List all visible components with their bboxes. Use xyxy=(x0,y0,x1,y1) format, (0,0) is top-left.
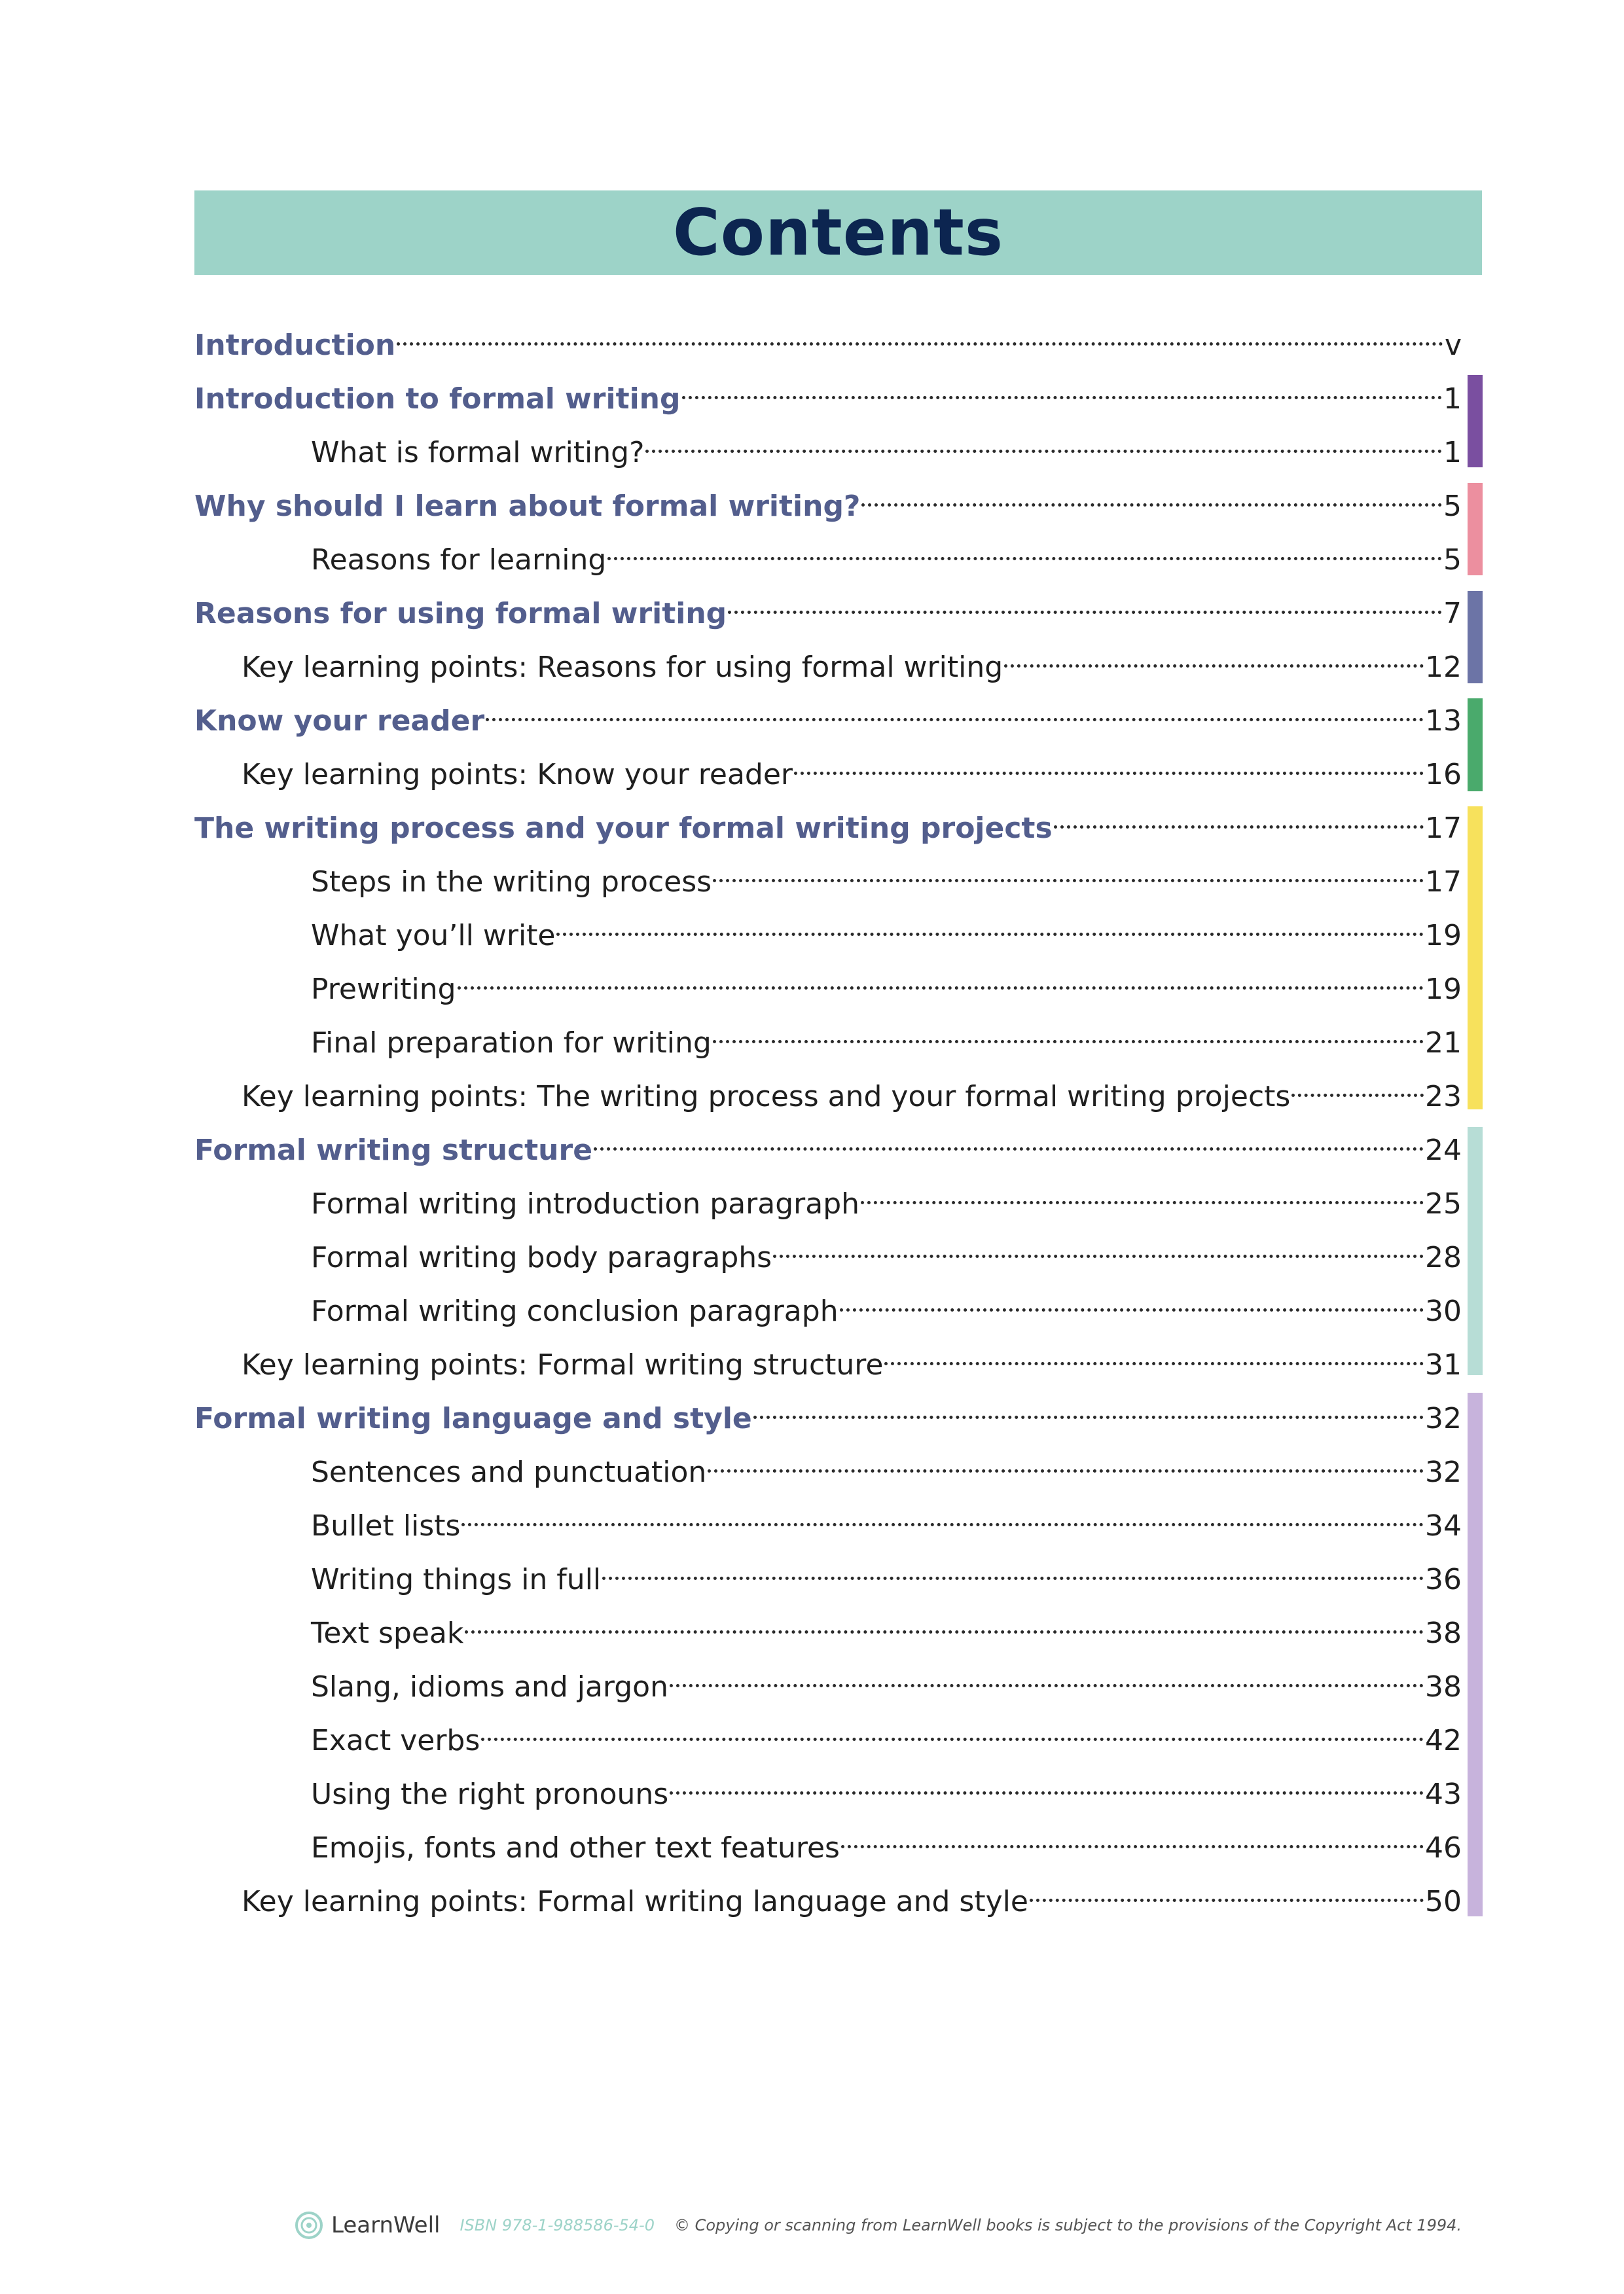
dot-leader xyxy=(713,878,1424,882)
section-color-bar xyxy=(1468,375,1483,467)
dot-leader xyxy=(1054,825,1424,829)
toc-page-number: 31 xyxy=(1425,1348,1462,1382)
toc-page-number: 16 xyxy=(1425,758,1462,791)
toc-subentry[interactable] xyxy=(242,1070,1462,1124)
dot-leader xyxy=(841,1844,1424,1848)
toc-subentry[interactable] xyxy=(311,1553,1462,1607)
toc-page-number: 38 xyxy=(1425,1617,1462,1650)
toc-entry-label: Key learning points: Know your reader xyxy=(242,758,793,791)
dot-leader xyxy=(682,395,1443,399)
toc-entry-label: Final preparation for writing xyxy=(311,1026,712,1060)
dot-leader xyxy=(607,556,1442,560)
toc-subentry[interactable] xyxy=(311,1821,1462,1875)
toc-page-number: 32 xyxy=(1425,1456,1462,1489)
dot-leader xyxy=(1004,664,1424,668)
dot-leader xyxy=(670,1791,1424,1795)
dot-leader xyxy=(773,1254,1424,1258)
toc-subentry[interactable] xyxy=(242,748,1462,802)
section-color-bar xyxy=(1468,698,1483,791)
toc-page-number: 5 xyxy=(1443,543,1462,577)
toc-subentry[interactable] xyxy=(311,1446,1462,1499)
toc-entry-label: Reasons for using formal writing xyxy=(194,597,727,630)
toc-subentry[interactable] xyxy=(311,1768,1462,1821)
section-color-bar xyxy=(1468,1393,1483,1916)
toc-entry-label: Bullet lists xyxy=(311,1509,461,1543)
toc-page-number: 36 xyxy=(1425,1563,1462,1596)
section-color-bar xyxy=(1468,483,1483,575)
dot-leader xyxy=(645,449,1442,453)
dot-leader xyxy=(481,1737,1424,1741)
toc-page-number: 1 xyxy=(1443,436,1462,469)
section-color-bar xyxy=(1468,1127,1483,1375)
toc-entry-label: Exact verbs xyxy=(311,1724,480,1757)
toc-page-number: 34 xyxy=(1425,1509,1462,1543)
toc-entry-label: Introduction xyxy=(194,329,396,362)
toc-page-number: 1 xyxy=(1443,382,1462,416)
logo-text: LearnWell xyxy=(331,2212,441,2238)
toc-entry-label: Emojis, fonts and other text features xyxy=(311,1831,840,1865)
toc-heading-entry[interactable] xyxy=(194,480,1462,533)
dot-leader xyxy=(556,932,1424,936)
dot-leader xyxy=(602,1576,1424,1580)
toc-page-number: 17 xyxy=(1425,812,1462,845)
toc-entry-label: What is formal writing? xyxy=(311,436,645,469)
dot-leader xyxy=(840,1308,1424,1312)
dot-leader xyxy=(728,610,1442,614)
toc-entry-label: Prewriting xyxy=(311,973,456,1006)
toc-entry-label: Writing things in full xyxy=(311,1563,602,1596)
toc-heading-entry[interactable] xyxy=(194,1124,1462,1177)
dot-leader xyxy=(713,1039,1424,1043)
toc-subentry[interactable] xyxy=(311,1607,1462,1660)
toc-entry-label: Formal writing structure xyxy=(194,1134,593,1167)
dot-leader xyxy=(753,1415,1424,1419)
toc-heading-entry[interactable] xyxy=(194,587,1462,641)
toc-page-number: 43 xyxy=(1425,1778,1462,1811)
toc-page-number: 21 xyxy=(1425,1026,1462,1060)
toc-entry-label: Using the right pronouns xyxy=(311,1778,669,1811)
toc-heading-entry[interactable] xyxy=(194,802,1462,855)
toc-entry-label: What you’ll write xyxy=(311,919,556,952)
dot-leader xyxy=(861,1200,1424,1204)
learnwell-logo-icon xyxy=(295,2211,323,2240)
toc-subentry[interactable] xyxy=(311,1177,1462,1231)
dot-leader xyxy=(486,717,1424,721)
dot-leader xyxy=(1291,1093,1424,1097)
toc-entry-label: Key learning points: Formal writing language and style xyxy=(242,1885,1028,1918)
toc-entry-label: Formal writing language and style xyxy=(194,1402,752,1435)
toc-page-number: 17 xyxy=(1425,865,1462,899)
dot-leader xyxy=(861,503,1442,507)
toc-page-number: 24 xyxy=(1425,1134,1462,1167)
toc-subentry[interactable] xyxy=(311,533,1462,587)
dot-leader xyxy=(594,1147,1424,1151)
toc-page-number: 42 xyxy=(1425,1724,1462,1757)
toc-page-number: 30 xyxy=(1425,1295,1462,1328)
toc-entry-label: Key learning points: The writing process and your formal writing projects xyxy=(242,1080,1291,1113)
dot-leader xyxy=(1030,1898,1424,1902)
dot-leader xyxy=(708,1469,1424,1473)
toc-entry-label: Formal writing body paragraphs xyxy=(311,1241,772,1274)
toc-page-number: 46 xyxy=(1425,1831,1462,1865)
toc-page-number: 32 xyxy=(1425,1402,1462,1435)
toc-subentry[interactable] xyxy=(311,1016,1462,1070)
toc-entry-label: Slang, idioms and jargon xyxy=(311,1670,668,1704)
toc-subentry[interactable] xyxy=(311,1714,1462,1768)
dot-leader xyxy=(794,771,1424,775)
toc-page-number: 19 xyxy=(1425,973,1462,1006)
dot-leader xyxy=(465,1630,1424,1634)
toc-entry-label: Introduction to formal writing xyxy=(194,382,681,416)
toc-entry-label: The writing process and your formal writing projects xyxy=(194,812,1053,845)
toc-page-number: 38 xyxy=(1425,1670,1462,1704)
page-title: Contents xyxy=(672,195,1004,270)
toc-entry-label: Reasons for learning xyxy=(311,543,607,577)
toc-subentry[interactable] xyxy=(311,1231,1462,1285)
toc-page-number: 19 xyxy=(1425,919,1462,952)
toc-subentry[interactable] xyxy=(311,1660,1462,1714)
toc-page-number: 25 xyxy=(1425,1187,1462,1221)
dot-leader xyxy=(461,1522,1424,1526)
footer xyxy=(295,2206,1462,2245)
toc-subentry[interactable] xyxy=(311,963,1462,1016)
toc-subentry[interactable] xyxy=(242,1875,1462,1929)
toc-subentry[interactable] xyxy=(311,909,1462,963)
contents-banner xyxy=(194,190,1482,275)
toc-subentry[interactable] xyxy=(311,1285,1462,1338)
dot-leader xyxy=(884,1361,1424,1365)
toc-page-number: v xyxy=(1444,329,1462,362)
toc-entry-label: Steps in the writing process xyxy=(311,865,712,899)
toc-entry-label: Formal writing introduction paragraph xyxy=(311,1187,860,1221)
toc-heading-entry[interactable] xyxy=(194,319,1462,372)
toc-page-number: 28 xyxy=(1425,1241,1462,1274)
toc-subentry[interactable] xyxy=(242,1338,1462,1392)
toc-subentry[interactable] xyxy=(242,641,1462,694)
toc-page-number: 13 xyxy=(1425,704,1462,738)
toc-heading-entry[interactable] xyxy=(194,1392,1462,1446)
section-color-bar xyxy=(1468,806,1483,1109)
section-color-bar xyxy=(1468,591,1483,683)
dot-leader xyxy=(670,1683,1424,1687)
copyright-text: © Copying or scanning from LearnWell books is subject to the provisions of the Copyright Act 1994. xyxy=(674,2216,1462,2234)
toc-entry-label: Formal writing conclusion paragraph xyxy=(311,1295,839,1328)
toc-page-number: 12 xyxy=(1425,651,1462,684)
toc-subentry[interactable] xyxy=(311,426,1462,480)
dot-leader xyxy=(458,986,1424,990)
toc-subentry[interactable] xyxy=(311,855,1462,909)
toc-page-number: 7 xyxy=(1443,597,1462,630)
toc-entry-label: Key learning points: Reasons for using formal writing xyxy=(242,651,1003,684)
toc-subentry[interactable] xyxy=(311,1499,1462,1553)
toc-page-number: 50 xyxy=(1425,1885,1462,1918)
toc-entry-label: Key learning points: Formal writing structure xyxy=(242,1348,884,1382)
toc-entry-label: Sentences and punctuation xyxy=(311,1456,707,1489)
toc-page-number: 5 xyxy=(1443,490,1462,523)
isbn-text: ISBN 978-1-988586-54-0 xyxy=(460,2216,655,2234)
dot-leader xyxy=(397,342,1443,346)
toc-page-number: 23 xyxy=(1425,1080,1462,1113)
toc-heading-entry[interactable] xyxy=(194,372,1462,426)
toc-entry-label: Why should I learn about formal writing? xyxy=(194,490,861,523)
toc-entry-label: Know your reader xyxy=(194,704,485,738)
toc-heading-entry[interactable] xyxy=(194,694,1462,748)
toc-entry-label: Text speak xyxy=(311,1617,464,1650)
